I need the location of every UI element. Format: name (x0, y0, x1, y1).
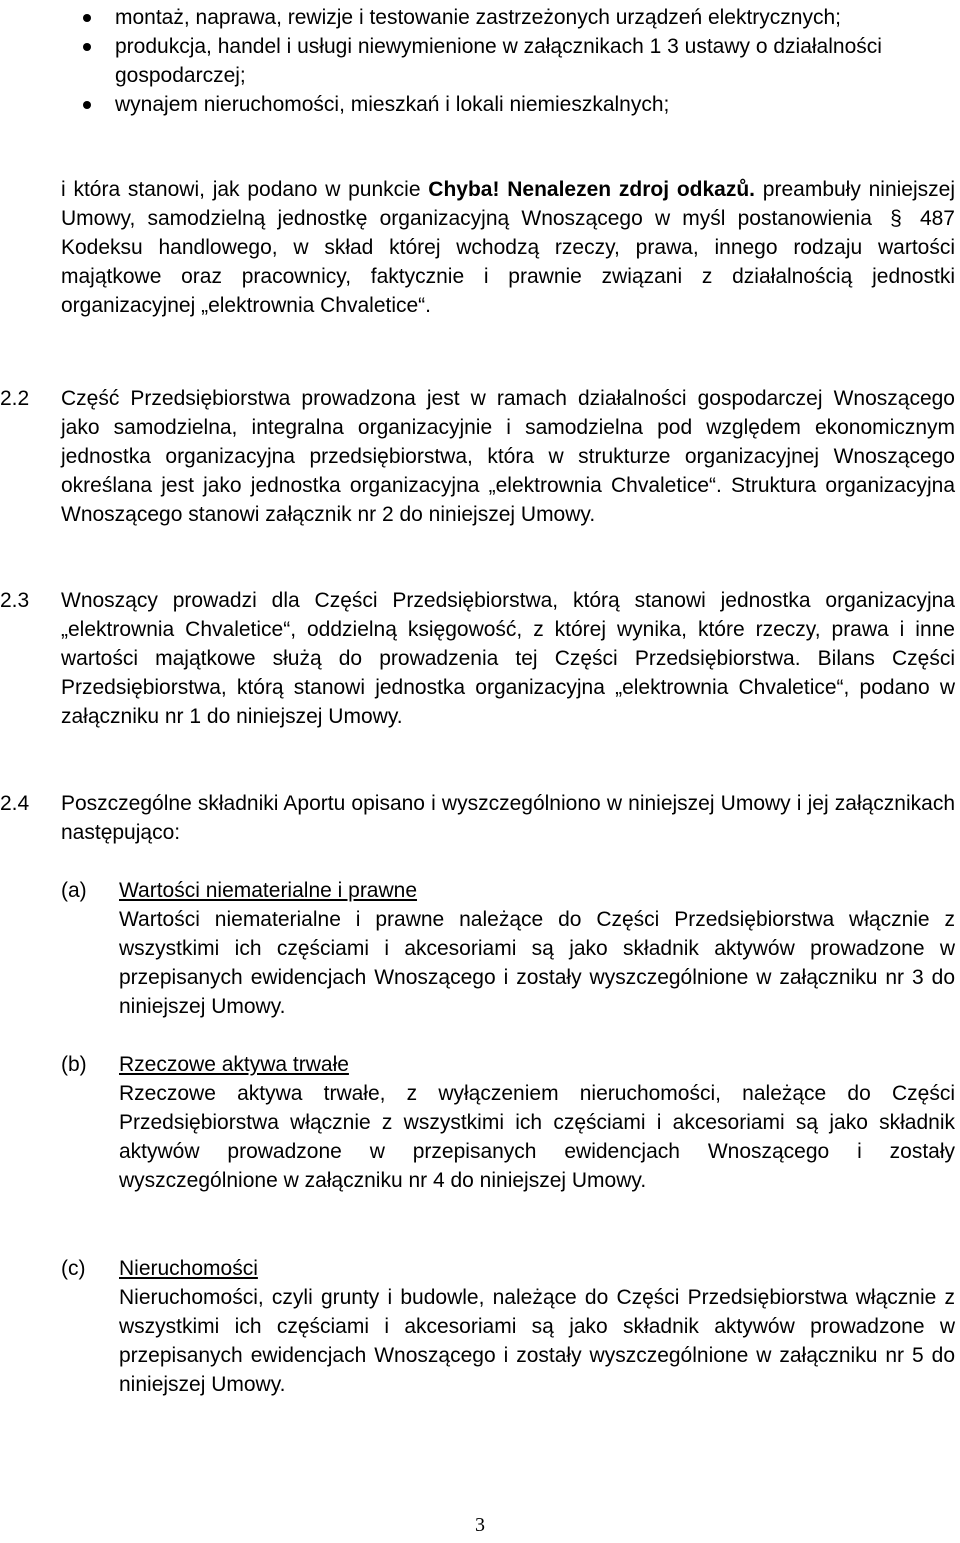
section-text: Poszczególne składniki Aportu opisano i wyszczególniono w niniejszej Umowy i jej załącznikach następująco: (61, 792, 955, 844)
subsection-letter: (b) (61, 1053, 87, 1076)
subsection-c (61, 1254, 955, 1399)
subsection-a (61, 876, 955, 1021)
bullet-item (61, 3, 955, 32)
bullet-icon (83, 14, 91, 22)
bullet-icon (83, 43, 91, 51)
bullet-text: wynajem nieruchomości, mieszkań i lokali niemieszkalnych; (115, 93, 670, 116)
intro-paragraph (61, 175, 955, 320)
section-text: Wnoszący prowadzi dla Części Przedsiębiorstwa, którą stanowi jednostka organizacyjna „elektrownia Chvaletice“, oddzielną księgowość, z której wynika, które rzeczy, prawa i inne wartości majątkowe służą do prowadzenia tej Części Przedsiębiorstwa. Bilans Części Przedsiębiorstwa, którą stanowi jednostka organizacyjna „elektrownia Chvaletice“, podano w załączniku nr 1 do niniejszej Umowy. (61, 589, 955, 728)
section-number: 2.3 (0, 589, 30, 612)
subsection-b (61, 1050, 955, 1195)
section-2-2 (0, 384, 955, 529)
bullet-text: montaż, naprawa, rewizje i testowanie zastrzeżonych urządzeń elektrycznych; (115, 6, 841, 29)
subsection-body (119, 1254, 955, 1399)
intro-rest-2: 487 Kodeksu handlowego, w skład której wchodzą rzeczy, prawa, innego rodzaju wartości majątkowe oraz pracownicy, faktycznie i prawnie związani z działalnością jednostki organizacyjnej „elektrownia Chvaletice“. (61, 207, 955, 317)
subsection-title: Rzeczowe aktywa trwałe (119, 1053, 349, 1076)
subsection-letter: (c) (61, 1257, 86, 1280)
page-number: 3 (475, 1514, 485, 1536)
bullet-item (61, 32, 955, 90)
section-2-4 (0, 789, 955, 847)
section-number: 2.4 (0, 792, 30, 815)
subsection-text: Nieruchomości, czyli grunty i budowle, należące do Części Przedsiębiorstwa włącznie z wszystkimi ich częściami i akcesoriami są jako składnik aktywów prowadzone w przepisanych ewidencjach Wnoszącego i zostały wyszczególnione w załączniku nr 5 do niniejszej Umowy. (119, 1286, 955, 1396)
intro-lead: i która stanowi, jak podano w punkcie (61, 178, 429, 201)
bullet-item (61, 90, 955, 119)
section-2-3 (0, 586, 955, 731)
section-sign: § (890, 207, 902, 230)
subsection-body (119, 876, 955, 1021)
subsection-text: Rzeczowe aktywa trwałe, z wyłączeniem nieruchomości, należące do Części Przedsiębiorstwa włącznie z wszystkimi ich częściami i akcesoriami są jako składnik aktywów prowadzone w przepisanych ewidencjach Wnoszącego i zostały wyszczególnione w załączniku nr 4 do niniejszej Umowy. (119, 1082, 955, 1192)
subsection-title: Nieruchomości (119, 1257, 258, 1280)
section-text: Część Przedsiębiorstwa prowadzona jest w ramach działalności gospodarczej Wnoszącego jako samodzielna, integralna organizacyjnie i samodzielna pod względem ekonomicznym jednostka organizacyjna przedsiębiorstwa, która w strukturze organizacyjnej Wnoszącego określana jest jako jednostka organizacyjna „elektrownia Chvaletice“. Struktura organizacyjna Wnoszącego stanowi załącznik nr 2 do niniejszej Umowy. (61, 387, 955, 526)
bullet-list (61, 3, 955, 119)
section-number: 2.2 (0, 387, 30, 410)
subsection-letter: (a) (61, 879, 87, 902)
subsection-body (119, 1050, 955, 1195)
bullet-text: produkcja, handel i usługi niewymienione w załącznikach 1 3 ustawy o działalności gospodarczej; (115, 35, 882, 87)
subsection-title: Wartości niematerialne i prawne (119, 879, 418, 902)
reference-error-text: Chyba! Nenalezen zdroj odkazů. (428, 178, 756, 201)
intro-rest-1: preambuły niniejszej Umowy, samodzielną jednostkę organizacyjną Wnoszącego w myśl postanowienia (61, 178, 955, 230)
subsection-text: Wartości niematerialne i prawne należące do Części Przedsiębiorstwa włącznie z wszystkimi ich częściami i akcesoriami są jako składnik aktywów prowadzone w przepisanych ewidencjach Wnoszącego i zostały wyszczególnione w załączniku nr 3 do niniejszej Umowy. (119, 908, 955, 1018)
bullet-icon (83, 101, 91, 109)
